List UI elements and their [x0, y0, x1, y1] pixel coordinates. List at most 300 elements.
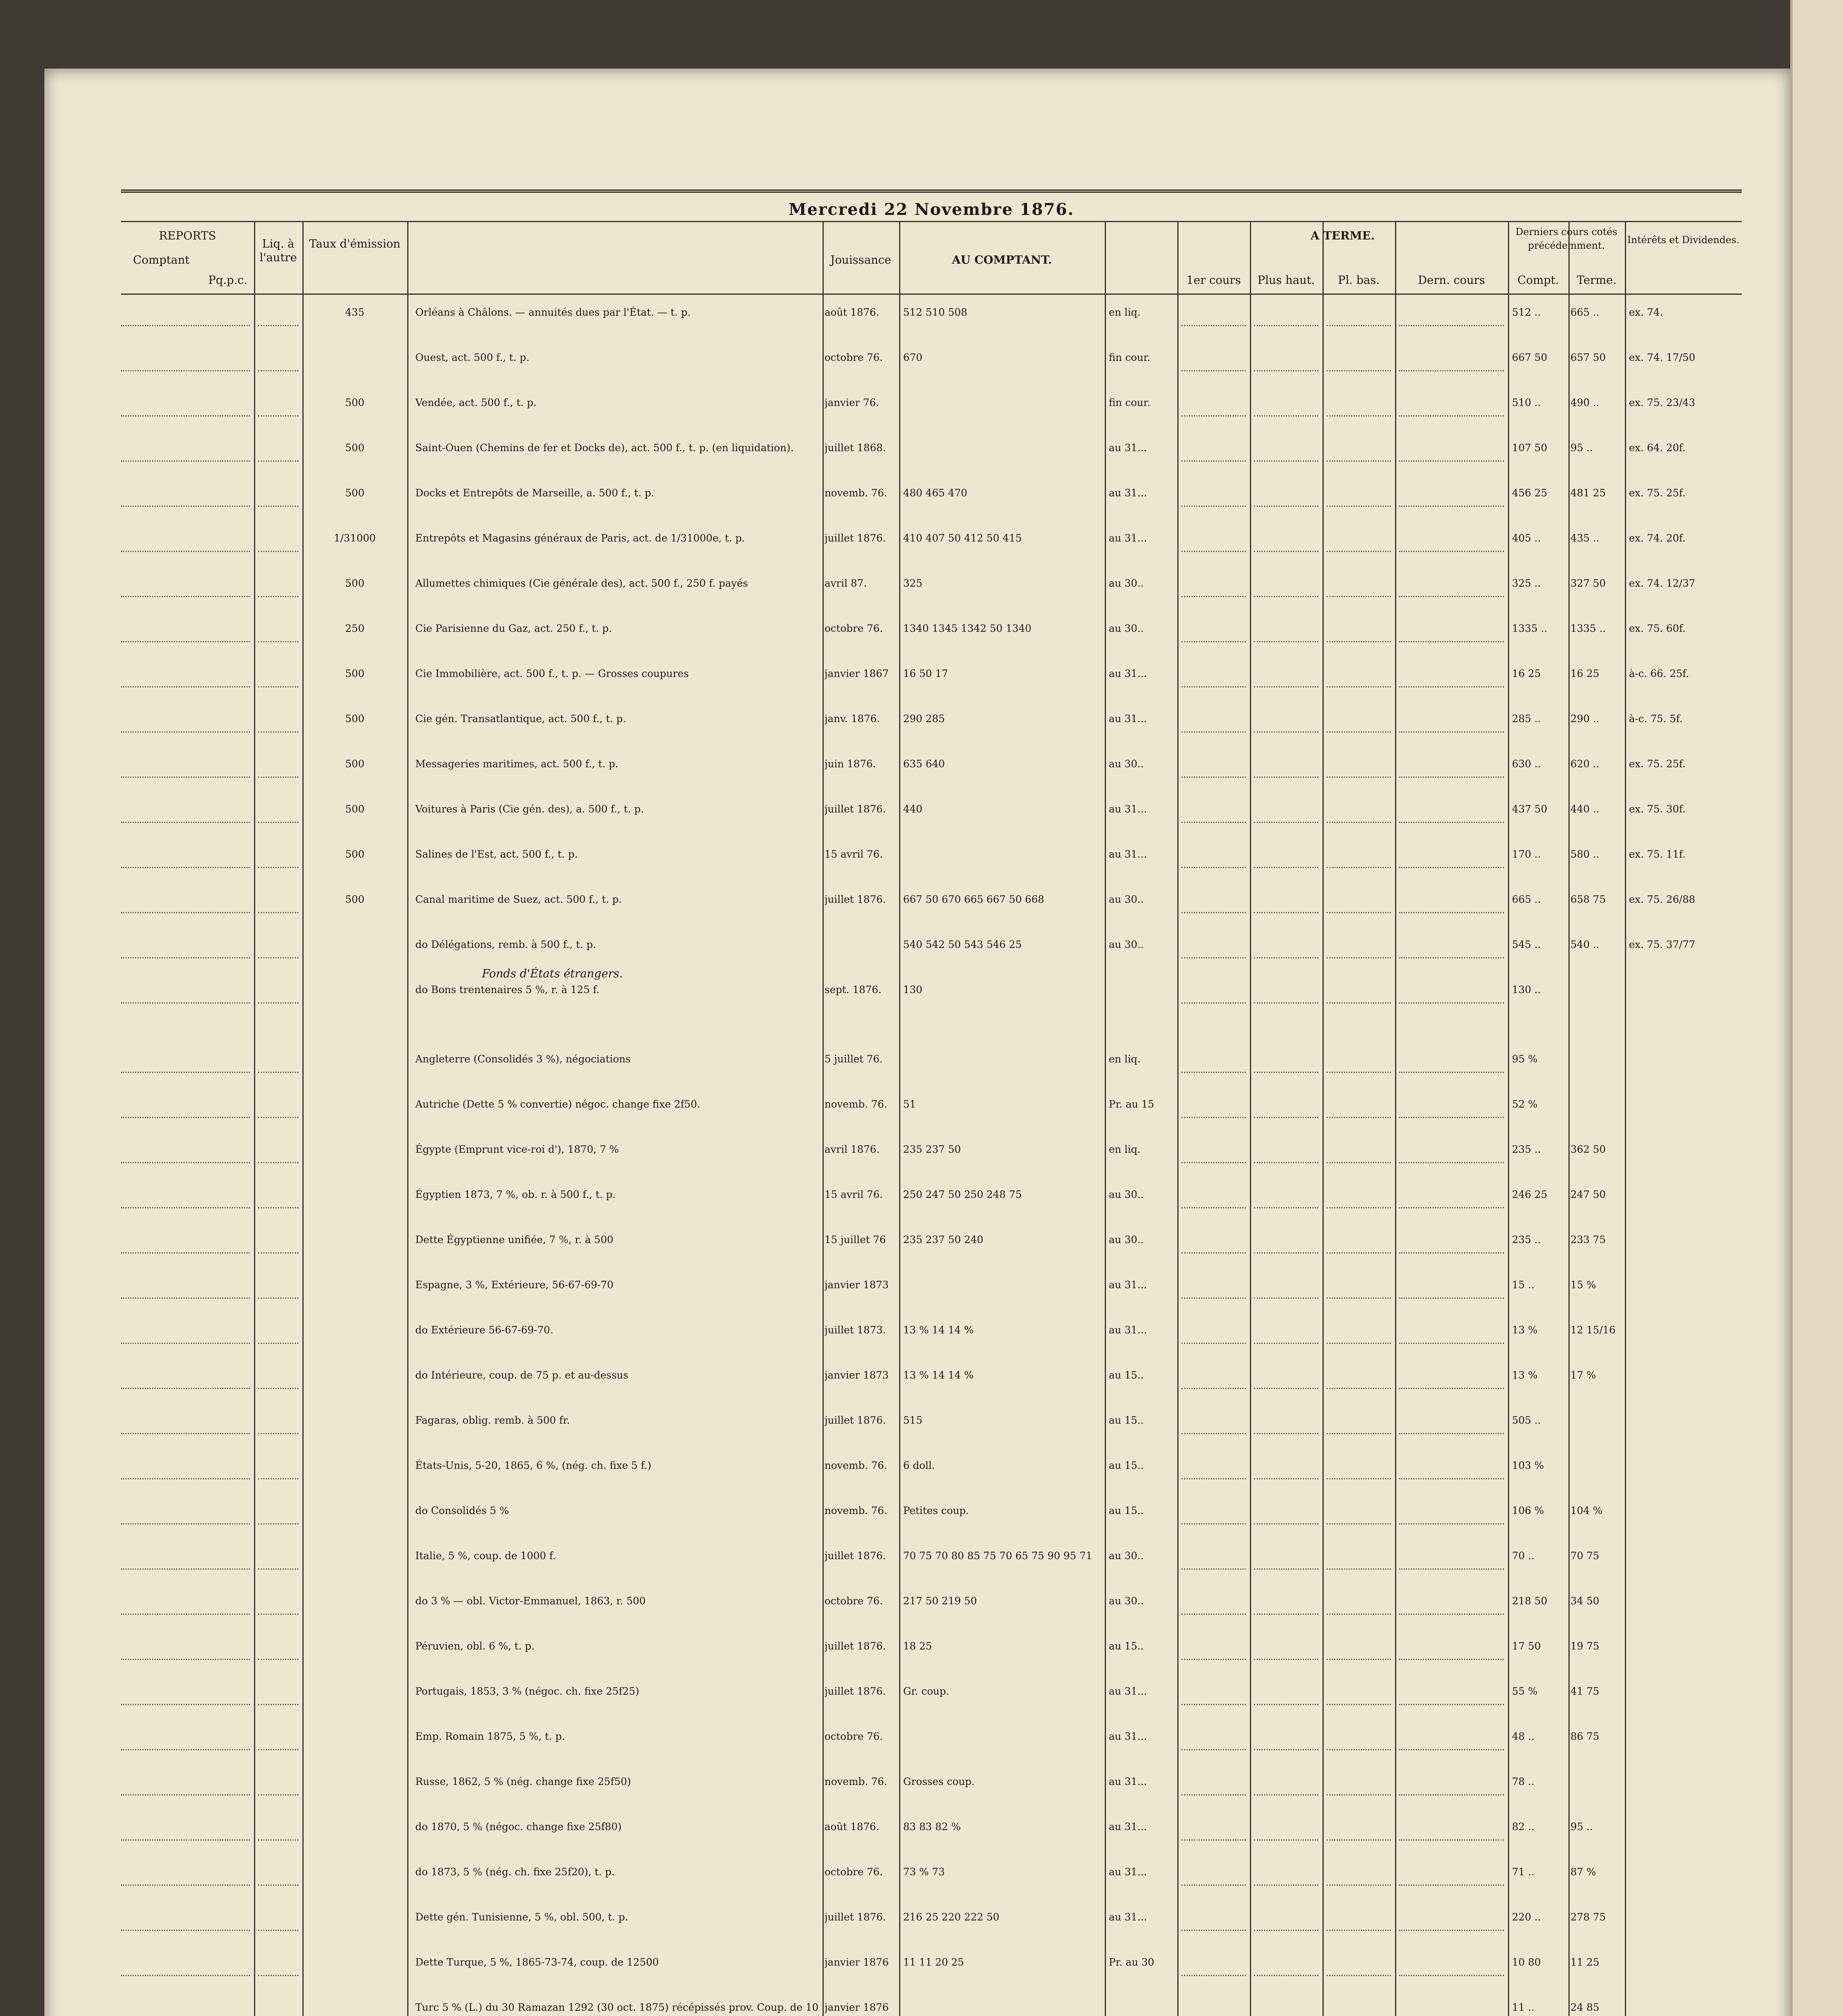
header-rule	[121, 221, 1742, 222]
cell-compt-prev: 220 ..	[1512, 1911, 1541, 1923]
cell-terme-prev: 11 25	[1570, 1956, 1599, 1968]
cell-name: Dette gén. Tunisienne, 5 %, obl. 500, t. p.	[415, 1911, 628, 1923]
cell-comptant: 250 247 50 250 248 75	[903, 1189, 1022, 1200]
dotted-leader	[121, 1793, 1742, 1803]
dotted-leader	[121, 1160, 1742, 1171]
cell-div: ex. 75. 60f.	[1629, 623, 1686, 634]
table-row	[121, 938, 1742, 952]
cell-settle: Pr. au 15	[1109, 1098, 1154, 1110]
cell-jouissance: 15 avril 76.	[825, 1189, 883, 1200]
plus-haut-header: Plus haut.	[1257, 273, 1315, 287]
dotted-leader	[121, 1612, 1742, 1622]
cell-name: Égypte (Emprunt vice-roi d'), 1870, 7 %	[415, 1143, 619, 1155]
dotted-leader	[121, 1973, 1742, 1984]
dotted-leader	[121, 1386, 1742, 1397]
cell-compt-prev: 285 ..	[1512, 713, 1541, 725]
cell-compt-prev: 218 50	[1512, 1595, 1547, 1607]
cell-jouissance: avril 1876.	[825, 1143, 880, 1155]
cell-comptant: Petites coup.	[903, 1505, 969, 1516]
cell-terme-prev: 290 ..	[1570, 713, 1599, 725]
cell-jouissance: 15 juillet 76	[825, 1234, 886, 1245]
dotted-leader	[121, 1657, 1742, 1668]
table-row	[121, 1730, 1742, 1743]
dotted-leader	[121, 956, 1742, 966]
cell-taux: 500	[345, 487, 364, 499]
dotted-leader	[121, 1928, 1742, 1939]
cell-comptant: 440	[903, 803, 923, 815]
dotted-leader	[121, 414, 1742, 424]
cell-settle: au 31...	[1109, 803, 1147, 815]
cell-compt-prev: 15 ..	[1512, 1279, 1535, 1291]
cell-compt-prev: 16 25	[1512, 668, 1541, 679]
dotted-leader	[121, 1567, 1742, 1577]
cell-comptant: 70 75 70 80 85 75 70 65 75 90 95 71	[903, 1550, 1093, 1562]
cell-settle: au 30..	[1109, 1189, 1144, 1200]
table-row	[121, 712, 1742, 726]
cell-compt-prev: 11 ..	[1512, 2001, 1535, 2013]
premier-cours-header: 1er cours	[1186, 273, 1241, 287]
cell-compt-prev: 17 50	[1512, 1640, 1541, 1652]
adjacent-page-edge	[1790, 0, 1843, 2016]
table-row	[121, 351, 1742, 364]
table-row	[121, 1685, 1742, 1698]
dotted-leader	[121, 1522, 1742, 1532]
cell-jouissance: juillet 1876.	[825, 532, 886, 544]
cell-name: Espagne, 3 %, Extérieure, 56-67-69-70	[415, 1279, 614, 1291]
cell-settle: au 31...	[1109, 1776, 1147, 1787]
cell-comptant: 670	[903, 352, 923, 363]
table-row	[121, 306, 1742, 319]
cell-settle: au 31...	[1109, 442, 1147, 454]
cell-jouissance: novemb. 76.	[825, 1505, 887, 1516]
cell-comptant: 83 83 82 %	[903, 1821, 961, 1833]
cell-name: do Bons trentenaires 5 %, r. à 125 f.	[415, 984, 600, 996]
dotted-leader	[121, 459, 1742, 469]
cell-name: Entrepôts et Magasins généraux de Paris, act. de 1/31000e, t. p.	[415, 532, 745, 544]
cell-compt-prev: 630 ..	[1512, 758, 1541, 770]
cell-compt-prev: 405 ..	[1512, 532, 1541, 544]
cell-name: Égyptien 1873, 7 %, ob. r. à 500 f., t. p.	[415, 1189, 616, 1200]
cell-div: ex. 64. 20f.	[1629, 442, 1686, 454]
cell-terme-prev: 86 75	[1570, 1731, 1599, 1742]
cell-settle: au 30..	[1109, 623, 1144, 634]
cell-jouissance: juillet 1873.	[825, 1324, 886, 1336]
cell-comptant: 667 50 670 665 667 50 668	[903, 893, 1044, 905]
cell-div: à-c. 66. 25f.	[1629, 668, 1689, 679]
cell-compt-prev: 512 ..	[1512, 306, 1541, 318]
cell-jouissance: janvier 1873	[825, 1279, 889, 1291]
cell-jouissance: juillet 1876.	[825, 1911, 886, 1923]
cell-terme-prev: 95 ..	[1570, 1821, 1593, 1833]
taux-header: Taux d'émission	[309, 237, 401, 250]
cell-div: ex. 75. 11f.	[1629, 848, 1686, 860]
cell-name: do 1870, 5 % (négoc. change fixe 25f80)	[415, 1821, 622, 1833]
cell-terme-prev: 104 %	[1570, 1505, 1603, 1516]
cell-jouissance: novemb. 76.	[825, 1098, 887, 1110]
cell-jouissance: avril 87.	[825, 577, 867, 589]
cell-name: Emp. Romain 1875, 5 %, t. p.	[415, 1731, 565, 1742]
cell-terme-prev: 12 15/16	[1570, 1324, 1616, 1336]
cell-settle: au 31...	[1109, 1731, 1147, 1742]
cell-terme-prev: 247 50	[1570, 1189, 1606, 1200]
cell-name: Angleterre (Consolidés 3 %), négociations	[415, 1053, 631, 1065]
cell-comptant: 13 % 14 14 %	[903, 1324, 974, 1336]
cell-compt-prev: 106 %	[1512, 1505, 1544, 1516]
table-row	[121, 1910, 1742, 1924]
dotted-leader	[121, 1883, 1742, 1893]
table-row	[121, 1278, 1742, 1292]
cell-name: do Consolidés 5 %	[415, 1505, 509, 1516]
cell-settle: au 15..	[1109, 1460, 1144, 1471]
table-row	[121, 1820, 1742, 1834]
comptant-subheader: Comptant	[133, 253, 190, 267]
cell-compt-prev: 1335 ..	[1512, 623, 1547, 634]
cell-comptant: 235 237 50	[903, 1143, 961, 1155]
cell-jouissance: octobre 76.	[825, 1595, 883, 1607]
cell-comptant: 51	[903, 1098, 916, 1110]
cell-jouissance: juin 1876.	[825, 758, 876, 770]
table-row	[121, 1639, 1742, 1653]
cell-settle: au 31...	[1109, 1324, 1147, 1336]
cell-comptant: 540 542 50 543 546 25	[903, 939, 1022, 950]
derniers-cours-header: Derniers cours cotés précédemment.	[1515, 226, 1618, 251]
table-row	[121, 802, 1742, 816]
cell-compt-prev: 456 25	[1512, 487, 1547, 499]
cell-name: do Délégations, remb. à 500 f., t. p.	[415, 939, 596, 950]
cell-jouissance: janvier 1876	[825, 2001, 889, 2013]
dotted-leader	[121, 1070, 1742, 1081]
cell-div: ex. 75. 37/77	[1629, 939, 1695, 950]
cell-name: Russe, 1862, 5 % (nég. change fixe 25f50)	[415, 1776, 631, 1787]
cell-compt-prev: 130 ..	[1512, 984, 1541, 996]
cell-name: Dette Turque, 5 %, 1865-73-74, coup. de 12500	[415, 1956, 659, 1968]
cell-name: Messageries maritimes, act. 500 f., t. p.	[415, 758, 618, 770]
cell-compt-prev: 70 ..	[1512, 1550, 1535, 1562]
cell-terme-prev: 19 75	[1570, 1640, 1599, 1652]
cell-taux: 500	[345, 848, 364, 860]
table-row	[121, 1594, 1742, 1608]
cell-name: Canal maritime de Suez, act. 500 f., t. p.	[415, 893, 622, 905]
table-row	[121, 1188, 1742, 1202]
cell-terme-prev: 95 ..	[1570, 442, 1593, 454]
cell-compt-prev: 78 ..	[1512, 1776, 1535, 1787]
cell-settle: au 31...	[1109, 848, 1147, 860]
cell-div: ex. 74. 17/50	[1629, 352, 1695, 363]
cell-settle: au 30..	[1109, 1595, 1144, 1607]
cell-comptant: 18 25	[903, 1640, 932, 1652]
cell-jouissance: juillet 1876.	[825, 1414, 886, 1426]
table-row	[121, 1143, 1742, 1156]
cell-jouissance: janvier 1873	[825, 1369, 889, 1381]
table-row	[121, 1233, 1742, 1247]
cell-comptant: 290 285	[903, 713, 945, 725]
table-row	[121, 2001, 1742, 2014]
cell-name: Saint-Ouen (Chemins de fer et Docks de), act. 500 f., t. p. (en liquidation).	[415, 442, 794, 454]
dotted-leader	[121, 865, 1742, 876]
cell-terme-prev: 87 %	[1570, 1866, 1596, 1878]
cell-name: Dette Égyptienne unifiée, 7 %, r. à 500	[415, 1234, 614, 1245]
dotted-leader	[121, 1341, 1742, 1352]
cell-compt-prev: 52 %	[1512, 1098, 1538, 1110]
cell-taux: 500	[345, 758, 364, 770]
cell-comptant: 130	[903, 984, 923, 996]
table-row	[121, 1459, 1742, 1472]
cell-div: ex. 74. 12/37	[1629, 577, 1695, 589]
cell-comptant: Grosses coup.	[903, 1776, 975, 1787]
cell-name: Portugais, 1853, 3 % (négoc. ch. fixe 25f25)	[415, 1685, 639, 1697]
interets-header: Intérêts et Dividendes.	[1627, 234, 1740, 246]
cell-jouissance: août 1876.	[825, 1821, 879, 1833]
cell-name: Vendée, act. 500 f., t. p.	[415, 397, 537, 408]
cell-terme-prev: 435 ..	[1570, 532, 1599, 544]
table-row	[121, 396, 1742, 410]
dotted-leader	[121, 1115, 1742, 1126]
cell-name: Fagaras, oblig. remb. à 500 fr.	[415, 1414, 570, 1426]
cell-name: Péruvien, obl. 6 %, t. p.	[415, 1640, 535, 1652]
cell-name: États-Unis, 5-20, 1865, 6 %, (nég. ch. fixe 5 f.)	[415, 1460, 652, 1471]
cell-comptant: Gr. coup.	[903, 1685, 950, 1697]
cell-comptant: 515	[903, 1414, 923, 1426]
cell-jouissance: octobre 76.	[825, 1866, 883, 1878]
cell-terme-prev: 657 50	[1570, 352, 1606, 363]
cell-name: Docks et Entrepôts de Marseille, a. 500 f., t. p.	[415, 487, 654, 499]
cell-compt-prev: 95 %	[1512, 1053, 1538, 1065]
dotted-leader	[121, 685, 1742, 695]
cell-settle: en liq.	[1109, 306, 1141, 318]
cell-name: do Extérieure 56-67-69-70.	[415, 1324, 554, 1336]
table-row	[121, 1775, 1742, 1789]
cell-comptant: 13 % 14 14 %	[903, 1369, 974, 1381]
cell-taux: 435	[345, 306, 364, 318]
cell-compt-prev: 505 ..	[1512, 1414, 1541, 1426]
pq-pc-subheader: Pq.p.c.	[208, 273, 248, 287]
table-row	[121, 441, 1742, 455]
cell-taux: 500	[345, 893, 364, 905]
section-heading: Fonds d'États étrangers.	[482, 967, 623, 980]
cell-settle: au 31...	[1109, 487, 1147, 499]
cell-name: do Intérieure, coup. de 75 p. et au-dessus	[415, 1369, 629, 1381]
dotted-leader	[121, 504, 1742, 514]
cell-div: ex. 74.	[1629, 306, 1663, 318]
cell-name: do 1873, 5 % (nég. ch. fixe 25f20), t. p.	[415, 1866, 615, 1878]
cell-settle: au 31...	[1109, 1866, 1147, 1878]
cell-compt-prev: 545 ..	[1512, 939, 1541, 950]
cell-compt-prev: 13 %	[1512, 1324, 1538, 1336]
cell-compt-prev: 82 ..	[1512, 1821, 1535, 1833]
cell-comptant: 73 % 73	[903, 1866, 945, 1878]
table-row	[121, 667, 1742, 681]
cell-div: ex. 75. 23/43	[1629, 397, 1695, 408]
cell-settle: au 30..	[1109, 939, 1144, 950]
dotted-leader	[121, 1296, 1742, 1306]
header-rule	[121, 294, 1742, 295]
cell-jouissance: juillet 1876.	[825, 1640, 886, 1652]
cell-settle: au 30..	[1109, 758, 1144, 770]
cell-settle: au 31...	[1109, 1685, 1147, 1697]
cell-taux: 500	[345, 397, 364, 408]
cell-terme-prev: 15 %	[1570, 1279, 1596, 1291]
table-row	[121, 1323, 1742, 1337]
dotted-leader	[121, 1431, 1742, 1442]
cell-compt-prev: 235 ..	[1512, 1234, 1541, 1245]
cell-settle: au 31...	[1109, 1279, 1147, 1291]
cell-settle: au 31...	[1109, 668, 1147, 679]
cell-terme-prev: 440 ..	[1570, 803, 1599, 815]
dotted-leader	[121, 1477, 1742, 1487]
cell-compt-prev: 667 50	[1512, 352, 1547, 363]
cell-terme-prev: 580 ..	[1570, 848, 1599, 860]
cell-jouissance: novemb. 76.	[825, 487, 887, 499]
cell-settle: au 15..	[1109, 1505, 1144, 1516]
cell-jouissance: janv. 1876.	[825, 713, 880, 725]
cell-terme-prev: 41 75	[1570, 1685, 1599, 1697]
cell-comptant: 16 50 17	[903, 668, 948, 679]
cell-compt-prev: 246 25	[1512, 1189, 1547, 1200]
cell-name: Italie, 5 %, coup. de 1000 f.	[415, 1550, 556, 1562]
dotted-leader	[121, 323, 1742, 334]
cell-compt-prev: 13 %	[1512, 1369, 1538, 1381]
cell-comptant: 216 25 220 222 50	[903, 1911, 1000, 1923]
cell-jouissance: juillet 1876.	[825, 1550, 886, 1562]
dotted-leader	[121, 549, 1742, 560]
cell-settle: au 31...	[1109, 1821, 1147, 1833]
cell-comptant: 11 11 20 25	[903, 1956, 964, 1968]
cell-name: Allumettes chimiques (Cie générale des), act. 500 f., 250 f. payés	[415, 577, 748, 589]
cell-taux: 1/31000	[334, 532, 376, 544]
table-row	[121, 1549, 1742, 1563]
table-row	[121, 1865, 1742, 1879]
cell-settle: au 30..	[1109, 893, 1144, 905]
table-row	[121, 1052, 1742, 1066]
cell-jouissance: octobre 76.	[825, 352, 883, 363]
cell-name: Ouest, act. 500 f., t. p.	[415, 352, 529, 363]
cell-jouissance: août 1876.	[825, 306, 879, 318]
cell-div: ex. 75. 25f.	[1629, 487, 1686, 499]
cell-compt-prev: 107 50	[1512, 442, 1547, 454]
table-row	[121, 1368, 1742, 1382]
dotted-leader	[121, 594, 1742, 605]
reports-header: REPORTS	[159, 229, 216, 242]
cell-comptant: 325	[903, 577, 923, 589]
table-row	[121, 1956, 1742, 1969]
dotted-leader	[121, 910, 1742, 921]
cell-div: ex. 74. 20f.	[1629, 532, 1686, 544]
cell-name: do 3 % — obl. Victor-Emmanuel, 1863, r. 500	[415, 1595, 646, 1607]
cell-jouissance: janvier 76.	[825, 397, 879, 408]
cell-compt-prev: 665 ..	[1512, 893, 1541, 905]
cell-jouissance: janvier 1867	[825, 668, 889, 679]
table-row	[121, 1504, 1742, 1518]
a-terme-header: A TERME.	[1310, 229, 1375, 242]
terme-header: Terme.	[1576, 273, 1617, 287]
cell-compt-prev: 71 ..	[1512, 1866, 1535, 1878]
cell-compt-prev: 55 %	[1512, 1685, 1538, 1697]
liq-header: Liq. à l'autre	[259, 237, 297, 264]
cell-terme-prev: 70 75	[1570, 1550, 1599, 1562]
table-row	[121, 983, 1742, 997]
cell-terme-prev: 665 ..	[1570, 306, 1599, 318]
cell-settle: Pr. au 30	[1109, 1956, 1154, 1968]
cell-name: Autriche (Dette 5 % convertie) négoc. change fixe 2f50.	[415, 1098, 700, 1110]
cell-compt-prev: 103 %	[1512, 1460, 1544, 1471]
table-row	[121, 757, 1742, 771]
cell-jouissance: octobre 76.	[825, 623, 883, 634]
cell-jouissance: octobre 76.	[825, 1731, 883, 1742]
cell-jouissance: juillet 1876.	[825, 803, 886, 815]
quotation-table	[121, 190, 1742, 2016]
cell-terme-prev: 34 50	[1570, 1595, 1599, 1607]
cell-settle: au 15..	[1109, 1369, 1144, 1381]
cell-compt-prev: 437 50	[1512, 803, 1547, 815]
cell-taux: 500	[345, 577, 364, 589]
cell-jouissance: 15 avril 76.	[825, 848, 883, 860]
dotted-leader	[121, 730, 1742, 740]
cell-jouissance: juillet 1868.	[825, 442, 886, 454]
plus-bas-header: Pl. bas.	[1338, 273, 1380, 287]
cell-comptant: 512 510 508	[903, 306, 968, 318]
cell-name: Orléans à Châlons. — annuités dues par l'État. — t. p.	[415, 306, 691, 318]
cell-settle: au 31...	[1109, 532, 1147, 544]
cell-terme-prev: 233 75	[1570, 1234, 1606, 1245]
cell-name: Turc 5 % (L.) du 30 Ramazan 1292 (30 oct. 1875) récépissés prov. Coup. de 10	[415, 2001, 818, 2013]
cell-name: Cie Parisienne du Gaz, act. 250 f., t. p.	[415, 623, 612, 634]
cell-terme-prev: 24 85	[1570, 2001, 1599, 2013]
dotted-leader	[121, 1838, 1742, 1848]
cell-terme-prev: 362 50	[1570, 1143, 1606, 1155]
cell-settle: en liq.	[1109, 1053, 1141, 1065]
cell-terme-prev: 1335 ..	[1570, 623, 1606, 634]
dotted-leader	[121, 775, 1742, 785]
cell-jouissance: sept. 1876.	[825, 984, 882, 996]
cell-comptant: 235 237 50 240	[903, 1234, 983, 1245]
cell-div: ex. 75. 25f.	[1629, 758, 1686, 770]
cell-name: Cie Immobilière, act. 500 f., t. p. — Grosses coupures	[415, 668, 689, 679]
cell-div: ex. 75. 26/88	[1629, 893, 1695, 905]
dotted-leader	[121, 1747, 1742, 1758]
cell-name: Cie gén. Transatlantique, act. 500 f., t. p.	[415, 713, 626, 725]
table-row	[121, 1414, 1742, 1427]
dotted-leader	[121, 1206, 1742, 1216]
au-comptant-header: AU COMPTANT.	[952, 253, 1052, 267]
cell-terme-prev: 540 ..	[1570, 939, 1599, 950]
cell-terme-prev: 278 75	[1570, 1911, 1606, 1923]
cell-taux: 500	[345, 442, 364, 454]
cell-settle: fin cour.	[1109, 397, 1151, 408]
cell-terme-prev: 620 ..	[1570, 758, 1599, 770]
cell-jouissance: juillet 1876.	[825, 893, 886, 905]
cell-compt-prev: 235 ..	[1512, 1143, 1541, 1155]
cell-taux: 500	[345, 668, 364, 679]
cell-settle: au 31...	[1109, 1911, 1147, 1923]
cell-comptant: 635 640	[903, 758, 945, 770]
cell-jouissance: novemb. 76.	[825, 1460, 887, 1471]
cell-settle: au 15..	[1109, 1414, 1144, 1426]
page-title: Mercredi 22 Novembre 1876.	[788, 200, 1075, 219]
cell-settle: fin cour.	[1109, 352, 1151, 363]
cell-taux: 500	[345, 713, 364, 725]
dotted-leader	[121, 1702, 1742, 1713]
dernier-cours-header: Dern. cours	[1418, 273, 1485, 287]
cell-terme-prev: 658 75	[1570, 893, 1606, 905]
dotted-leader	[121, 639, 1742, 650]
cell-compt-prev: 325 ..	[1512, 577, 1541, 589]
cell-taux: 250	[345, 623, 364, 634]
jouissance-header: Jouissance	[830, 253, 891, 267]
cell-terme-prev: 16 25	[1570, 668, 1599, 679]
cell-div: ex. 75. 30f.	[1629, 803, 1686, 815]
cell-div: à-c. 75. 5f.	[1629, 713, 1683, 725]
cell-comptant: 410 407 50 412 50 415	[903, 532, 1022, 544]
